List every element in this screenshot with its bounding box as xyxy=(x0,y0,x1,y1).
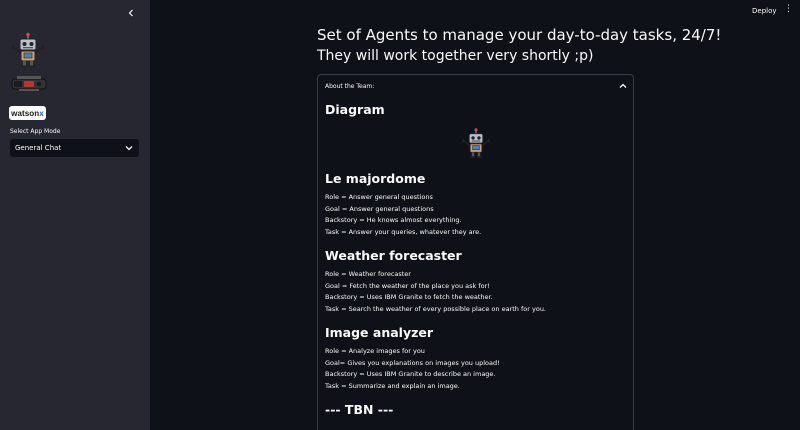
sidebar xyxy=(0,0,150,430)
page-subtitle: They will work together very shortly ;p) xyxy=(317,48,594,64)
agent-goal: Goal= Gives you explanations on images you upload! xyxy=(325,358,500,367)
expander-header[interactable] xyxy=(318,75,633,97)
agent-backstory: Backstory = He knows almost everything. xyxy=(325,216,462,224)
agent-task: Task = Answer your queries, whatever they are. xyxy=(325,227,482,236)
page-title: Set of Agents to manage your day-to-day tasks, 24/7! xyxy=(317,26,722,44)
deploy-button[interactable]: Deploy xyxy=(752,7,777,15)
expander-label: About the Team: xyxy=(325,82,375,90)
agent-task: Task = Summarize and explain an image. xyxy=(325,381,460,390)
agent-section-image-analyzer xyxy=(325,325,626,392)
more-options-icon[interactable]: ⋮ xyxy=(784,4,793,14)
about-team-expander xyxy=(317,74,634,430)
robot-logo-icon xyxy=(8,32,48,68)
expander-body xyxy=(318,97,633,419)
robot-diagram-icon xyxy=(459,125,493,161)
app-mode-select[interactable] xyxy=(10,139,139,157)
agent-task: Task = Search the weather of every possible place on earth for you. xyxy=(325,304,546,313)
agent-heading: Le majordome xyxy=(325,171,426,186)
app-mode-selected-value: General Chat xyxy=(15,144,62,152)
agent-goal: Goal = Fetch the weather of the place you ask for! xyxy=(325,281,490,290)
watsonx-text: watson xyxy=(11,108,40,118)
diagram-heading: Diagram xyxy=(325,102,385,117)
controller-image-icon xyxy=(10,72,48,94)
watsonx-logo xyxy=(9,106,46,120)
chevron-down-icon xyxy=(125,145,133,151)
collapse-sidebar-button[interactable] xyxy=(124,6,138,20)
watsonx-x-text: x xyxy=(39,108,44,118)
chevron-left-icon xyxy=(127,9,135,17)
agent-section-weather xyxy=(325,248,626,315)
chevron-up-icon xyxy=(619,83,627,89)
agent-goal: Goal = Answer general questions xyxy=(325,204,434,213)
agent-section-majordome xyxy=(325,171,626,238)
agent-role: Role = Analyze images for you xyxy=(325,347,425,355)
agent-role: Role = Weather forecaster xyxy=(325,270,411,278)
agent-role: Role = Answer general questions xyxy=(325,193,433,201)
agent-backstory: Backstory = Uses IBM Granite to fetch the weather. xyxy=(325,293,493,301)
agent-heading: Image analyzer xyxy=(325,325,434,340)
tbn-heading: --- TBN --- xyxy=(325,402,394,417)
select-app-mode-label: Select App Mode xyxy=(10,128,61,135)
agent-backstory: Backstory = Uses IBM Granite to describe an image. xyxy=(325,370,496,378)
agent-heading: Weather forecaster xyxy=(325,248,462,263)
